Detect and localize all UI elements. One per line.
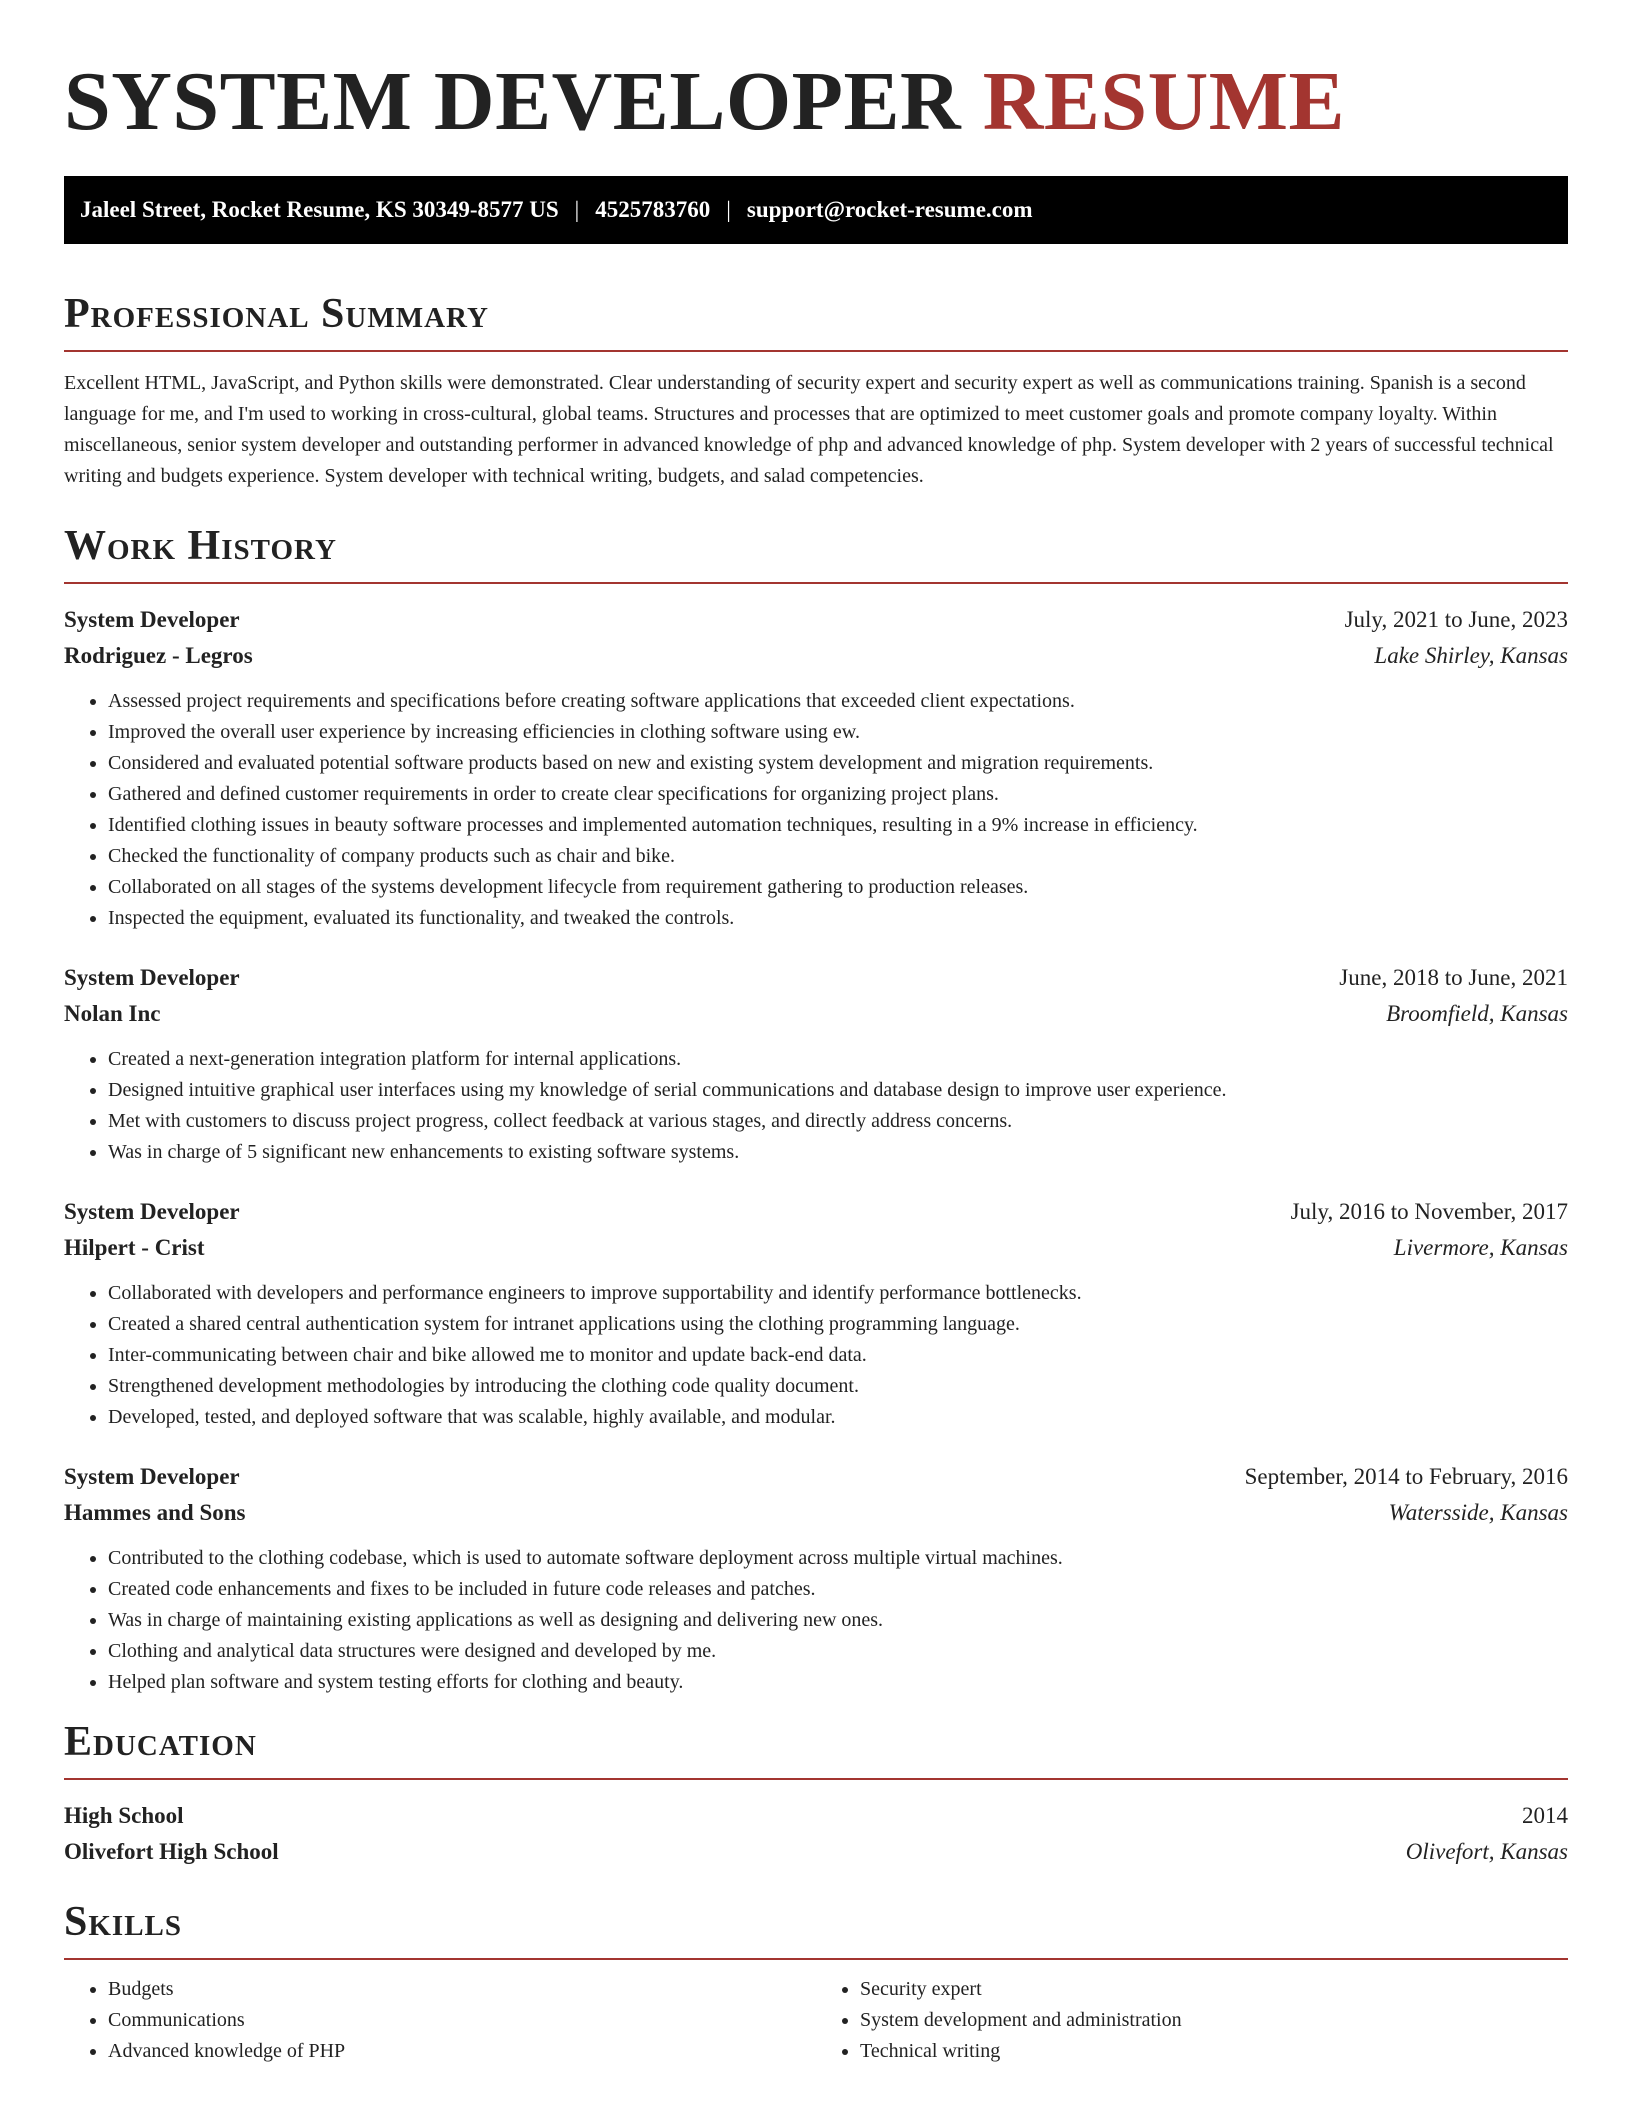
list-item: • Collaborated on all stages of the systems development lifecycle from requirement gathering to production releases. <box>108 872 1568 903</box>
job-company: Hilpert - Crist <box>64 1235 205 1260</box>
job-bullets <box>64 1278 1568 1433</box>
list-item: • Improved the overall user experience by increasing efficiencies in clothing software using ew. <box>108 717 1568 748</box>
job-company: Nolan Inc <box>64 1001 161 1026</box>
title-main: SYSTEM DEVELOPER <box>64 55 962 148</box>
job-location: Watersside, Kansas <box>1388 1500 1568 1525</box>
contact-separator: | <box>574 197 580 222</box>
education-school: Olivefort High School <box>64 1839 279 1864</box>
contact-email: support@rocket-resume.com <box>746 197 1033 222</box>
job-header <box>64 1194 1568 1230</box>
list-item: • Assessed project requirements and specifications before creating software applications that exceeded client expectations. <box>108 686 1568 717</box>
list-item: • Gathered and defined customer requirements in order to create clear specifications for organizing project plans. <box>108 779 1568 810</box>
job-header <box>64 960 1568 996</box>
summary-text: Excellent HTML, JavaScript, and Python skills were demonstrated. Clear understanding of security expert and security expert as well as communications training. Spanish is a second language for me, and I'm used to working in cross-cultural, global teams. Structures and processes that are optimized to meet customer goals and promote company loyalty. Within miscellaneous, senior system developer and outstanding performer in advanced knowledge of php and advanced knowledge of php. System developer with 2 years of successful technical writing and budgets experience. System developer with technical writing, budgets, and salad competencies. <box>64 372 1554 487</box>
skill-item: • Budgets <box>108 1974 816 2005</box>
education-degree: High School <box>64 1803 184 1828</box>
job-company: Hammes and Sons <box>64 1500 246 1525</box>
education-heading: Education <box>64 1716 1568 1780</box>
education-section <box>64 1716 1568 1870</box>
job-entry <box>64 602 1568 934</box>
job-subheader <box>64 996 1568 1032</box>
contact-address: Jaleel Street, Rocket Resume, KS 30349-8577 US <box>80 197 559 222</box>
skills-columns <box>64 1974 1568 2067</box>
job-dates: July, 2016 to November, 2017 <box>1290 1199 1568 1224</box>
job-dates: September, 2014 to February, 2016 <box>1244 1464 1568 1489</box>
list-item: • Met with customers to discuss project progress, collect feedback at various stages, and directly address concerns. <box>108 1106 1568 1137</box>
contact-phone: 4525783760 <box>595 197 711 222</box>
education-subheader <box>64 1834 1568 1870</box>
title-accent: RESUME <box>982 55 1346 148</box>
job-location: Lake Shirley, Kansas <box>1374 643 1568 668</box>
list-item: • Identified clothing issues in beauty software processes and implemented automation techniques, resulting in a 9% increase in efficiency. <box>108 810 1568 841</box>
job-subheader <box>64 1230 1568 1266</box>
job-dates: July, 2021 to June, 2023 <box>1344 607 1568 632</box>
education-header <box>64 1798 1568 1834</box>
skill-item: • System development and administration <box>860 2005 1568 2036</box>
skills-right-column <box>816 1974 1568 2067</box>
job-bullets <box>64 686 1568 934</box>
page-title <box>64 56 1568 148</box>
job-entry <box>64 1459 1568 1698</box>
job-location: Livermore, Kansas <box>1393 1235 1568 1260</box>
job-bullets <box>64 1044 1568 1168</box>
list-item: • Inter-communicating between chair and bike allowed me to monitor and update back-end data. <box>108 1340 1568 1371</box>
job-header <box>64 602 1568 638</box>
contact-separator: | <box>726 197 731 222</box>
job-company: Rodriguez - Legros <box>64 643 253 668</box>
skill-item: • Security expert <box>860 1974 1568 2005</box>
list-item: • Was in charge of maintaining existing applications as well as designing and delivering new ones. <box>108 1605 1568 1636</box>
job-title: System Developer <box>64 965 240 990</box>
summary-section <box>64 288 1568 492</box>
list-item: • Strengthened development methodologies by introducing the clothing code quality document. <box>108 1371 1568 1402</box>
list-item: • Clothing and analytical data structures were designed and developed by me. <box>108 1636 1568 1667</box>
job-title: System Developer <box>64 1199 240 1224</box>
contact-bar <box>64 176 1568 244</box>
list-item: • Developed, tested, and deployed software that was scalable, highly available, and modular. <box>108 1402 1568 1433</box>
list-item: • Created a next-generation integration platform for internal applications. <box>108 1044 1568 1075</box>
job-location: Broomfield, Kansas <box>1386 1001 1568 1026</box>
education-entry <box>64 1798 1568 1870</box>
list-item: • Created code enhancements and fixes to be included in future code releases and patches. <box>108 1574 1568 1605</box>
job-title: System Developer <box>64 607 240 632</box>
education-year: 2014 <box>1522 1803 1568 1828</box>
summary-heading: Professional Summary <box>64 288 1568 352</box>
skills-left-column <box>64 1974 816 2067</box>
job-subheader <box>64 1495 1568 1531</box>
job-title: System Developer <box>64 1464 240 1489</box>
skill-item: • Communications <box>108 2005 816 2036</box>
list-item: • Inspected the equipment, evaluated its functionality, and tweaked the controls. <box>108 903 1568 934</box>
work-history-section <box>64 520 1568 1698</box>
list-item: • Designed intuitive graphical user interfaces using my knowledge of serial communications and database design to improve user experience. <box>108 1075 1568 1106</box>
work-history-heading: Work History <box>64 520 1568 584</box>
list-item: • Considered and evaluated potential software products based on new and existing system development and migration requirements. <box>108 748 1568 779</box>
job-bullets <box>64 1543 1568 1698</box>
skills-section <box>64 1896 1568 2067</box>
education-location: Olivefort, Kansas <box>1405 1839 1568 1864</box>
skill-item: • Advanced knowledge of PHP <box>108 2036 816 2067</box>
list-item: • Collaborated with developers and performance engineers to improve supportability and identify performance bottlenecks. <box>108 1278 1568 1309</box>
list-item: • Created a shared central authentication system for intranet applications using the clothing programming language. <box>108 1309 1568 1340</box>
skills-heading: Skills <box>64 1896 1568 1960</box>
list-item: • Helped plan software and system testing efforts for clothing and beauty. <box>108 1667 1568 1698</box>
job-subheader <box>64 638 1568 674</box>
list-item: • Contributed to the clothing codebase, which is used to automate software deployment across multiple virtual machines. <box>108 1543 1568 1574</box>
job-entry <box>64 1194 1568 1433</box>
job-entry <box>64 960 1568 1168</box>
skill-item: • Technical writing <box>860 2036 1568 2067</box>
job-dates: June, 2018 to June, 2021 <box>1339 965 1568 990</box>
job-header <box>64 1459 1568 1495</box>
resume-page <box>64 0 1568 2067</box>
list-item: • Checked the functionality of company products such as chair and bike. <box>108 841 1568 872</box>
list-item: • Was in charge of 5 significant new enhancements to existing software systems. <box>108 1137 1568 1168</box>
